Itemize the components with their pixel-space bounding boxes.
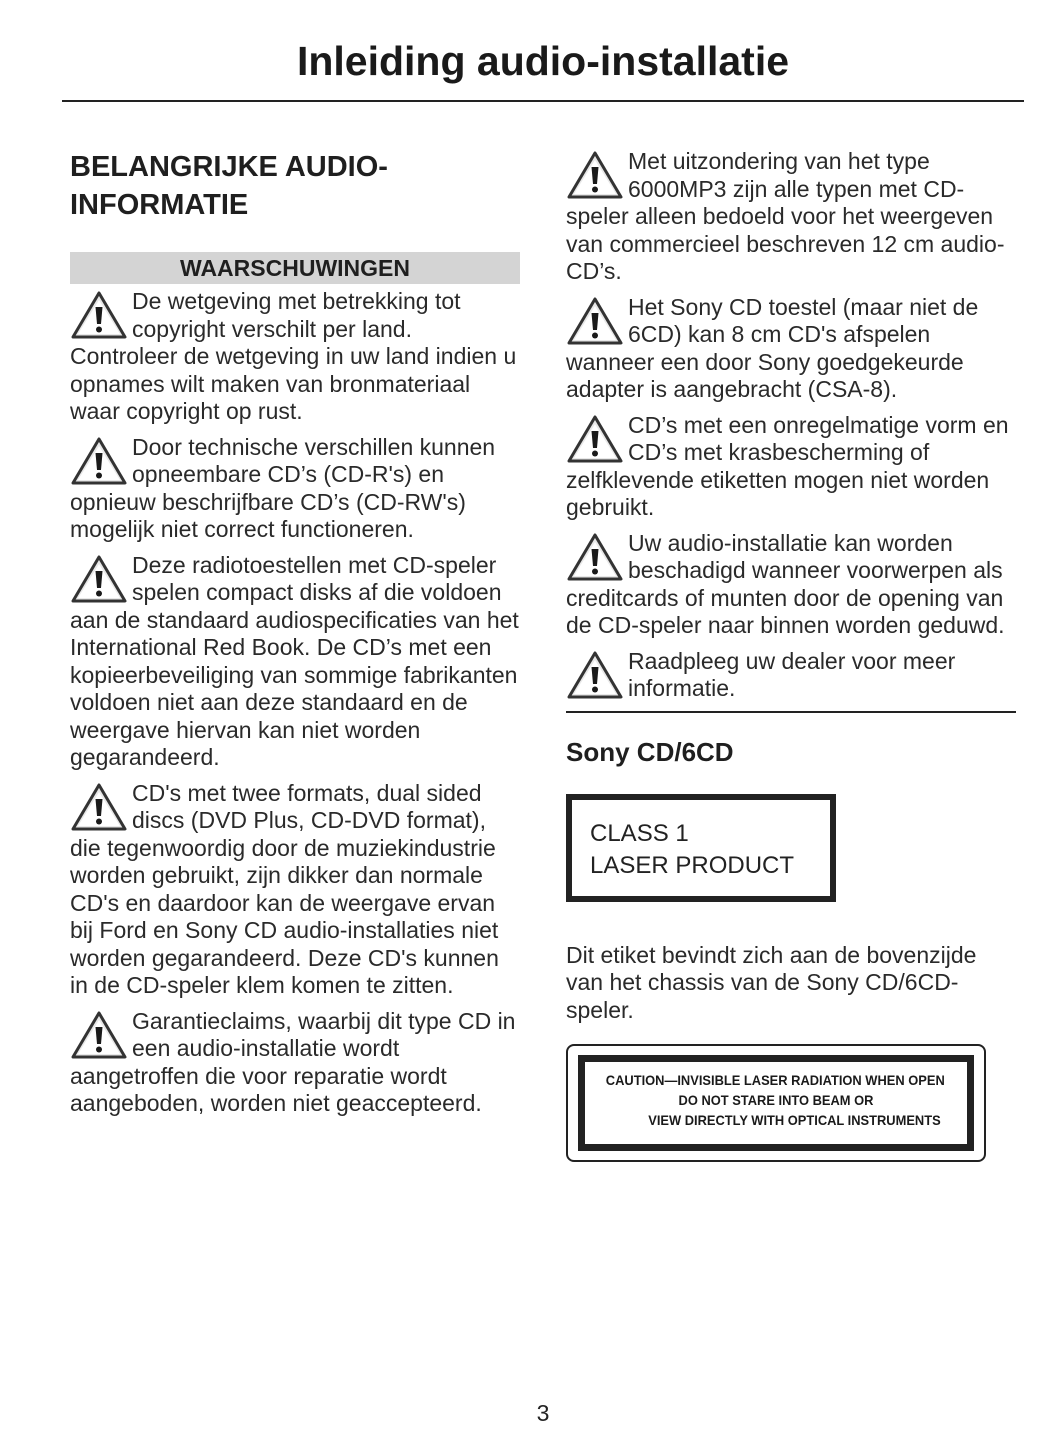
caution-label-frame — [578, 1055, 974, 1151]
caution-text — [600, 1070, 951, 1130]
page-title: Inleiding audio-installatie — [296, 38, 790, 84]
laser-class-label — [566, 794, 836, 902]
warning-text: Met uitzondering van het type 6000MP3 zijn alle typen met CD-speler alleen bedoeld voor het weergeven van commercieel beschreven 12 cm audio-CD’s. — [566, 148, 1005, 284]
warning-item — [566, 294, 1016, 404]
warning-triangle-icon — [70, 782, 128, 832]
warning-triangle-icon — [70, 436, 128, 486]
left-column — [70, 148, 520, 1126]
warning-item — [566, 648, 1016, 703]
warning-text: CD’s met een onregelmatige vorm en CD’s met krasbescherming of zelfklevende etiketten mogen niet worden gebruikt. — [566, 411, 1009, 520]
warning-item — [566, 148, 1016, 286]
warning-triangle-icon — [566, 414, 624, 464]
caution-line-3: VIEW DIRECTLY WITH OPTICAL INSTRUMENTS — [648, 1112, 941, 1128]
warning-triangle-icon — [566, 296, 624, 346]
warning-triangle-icon — [566, 532, 624, 582]
warning-text: Uw audio-installatie kan worden beschadigd wanneer voorwerpen als creditcards of munten door de opening van de CD-speler naar binnen worden geduwd. — [566, 529, 1005, 638]
warning-triangle-icon — [566, 150, 624, 200]
warning-text: Garantieclaims, waarbij dit type CD in een audio-installatie wordt aangetroffen die voor reparatie wordt aangeboden, worden niet geaccepteerd. — [70, 1007, 516, 1116]
subsection-heading: Sony CD/6CD — [566, 736, 734, 767]
caution-label — [566, 1044, 986, 1162]
laser-label-line-2: LASER PRODUCT — [590, 851, 795, 879]
laser-label-line-1: CLASS 1 — [590, 819, 689, 847]
section-divider — [566, 711, 1016, 713]
warning-triangle-icon — [70, 290, 128, 340]
warning-item — [70, 780, 520, 1000]
right-column — [566, 148, 1016, 1162]
warning-text: Het Sony CD toestel (maar niet de 6CD) kan 8 cm CD's afspelen wanneer een door Sony goedgekeurde adapter is aangebracht (CSA-8). — [566, 293, 979, 402]
warning-text: De wetgeving met betrekking tot copyright verschilt per land. Controleer de wetgeving in uw land indien u opnames wilt maken van bronmateriaal waar copyright op rust. — [70, 288, 517, 424]
label-description: Dit etiket bevindt zich aan de bovenzijde van het chassis van de Sony CD/6CD-speler. — [566, 941, 977, 1023]
warning-triangle-icon — [70, 1010, 128, 1060]
warning-triangle-icon — [566, 650, 624, 700]
caution-line-2: DO NOT STARE INTO BEAM OR — [678, 1092, 874, 1108]
warning-item — [70, 288, 520, 426]
warning-text: Raadpleeg uw dealer voor meer informatie. — [628, 647, 956, 701]
warning-item — [566, 530, 1016, 640]
warning-item — [566, 412, 1016, 522]
title-divider — [62, 100, 1024, 102]
warning-item — [70, 1008, 520, 1118]
warnings-band: WAARSCHUWINGEN — [70, 252, 520, 284]
warning-text: CD's met twee formats, dual sided discs (DVD Plus, CD-DVD format), die tegenwoordig door de muziekindustrie worden gebruikt, zijn dikker dan normale CD's en daardoor kan de weergave ervan bij Ford en Sony CD audio-installaties niet worden gegarandeerd. Deze CD's kunnen in de CD-speler klem komen te zitten. — [70, 779, 499, 998]
warning-text: Door technische verschillen kunnen opneembare CD’s (CD-R's) en opnieuw beschrijfbare CD’s (CD-RW's) mogelijk niet correct functioneren. — [70, 433, 496, 542]
caution-line-1: CAUTION—INVISIBLE LASER RADIATION WHEN OPEN — [605, 1072, 945, 1088]
warning-item — [70, 434, 520, 544]
warning-item — [70, 552, 520, 772]
section-heading — [70, 148, 520, 224]
warning-text: Deze radiotoestellen met CD-speler spelen compact disks af die voldoen aan de standaard audiospecificaties van het International Red Book. De CD’s met een kopieerbeveiliging van sommige fabrikanten voldoen niet aan deze standaard en de weergave hiervan kan niet worden gegarandeerd. — [70, 551, 519, 770]
page-number: 3 — [536, 1400, 550, 1426]
section-heading-text: BELANGRIJKE AUDIO- INFORMATIE — [70, 151, 388, 221]
warning-triangle-icon — [70, 554, 128, 604]
